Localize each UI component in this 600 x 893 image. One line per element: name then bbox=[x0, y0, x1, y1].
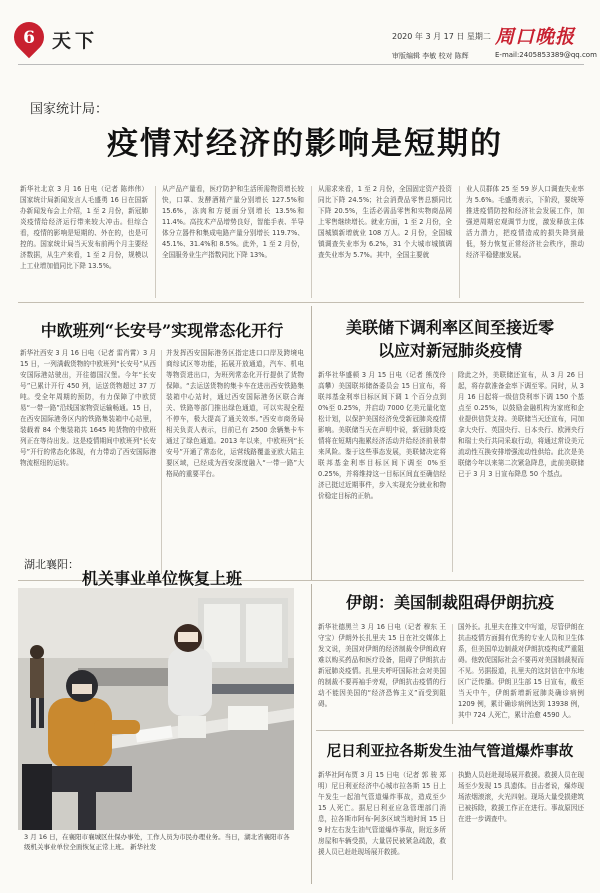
photo-caption: 3 月 16 日，在襄阳市襄城区仕保办事处，工作人员为市民办理业务。当日，湖北省襄阳市各级机关事业单位全面恢复正常上班。 新华社发 bbox=[24, 833, 290, 851]
story4-headline: 机关事业单位恢复上班 bbox=[81, 569, 242, 588]
section-title: 天下 bbox=[52, 30, 99, 52]
story2-column-1: 新华社西安 3 月 16 日电（记者 雷肖霄）3 月 15 日，一列满载货物的中欧班列“长安号”从西安国际港站驶出，开往德国汉堡。今年“长安号”已累计开行 450 列，运送货物超过 37 万吨。受全年周期的预防，有力保障了中欧贸易“一带一路”沿线国家物资运输畅通。15 日，在西安国际港务区内的铁路集装箱中心站里，装载着 84 个集装箱共 1645 吨货物的中欧班列正在等待出发。这是疫情期间中欧班列“长安号”开行的常态化体现，有力带动了西安国际港物流枢纽的运转。 bbox=[20, 349, 156, 467]
page-number: 6 bbox=[23, 28, 35, 48]
story5-column-1: 新华社德黑兰 3 月 16 日电（记者 穆东 王守宝）伊朗外长扎里夫 15 日在社交媒体上发文说，美国对伊朗的经济制裁令伊朗政府难以购买药品和医疗设备，阻碍了伊朗抗击新冠肺炎疫情。扎里夫呼吁国际社会对美国的制裁不要再袖手旁观，伊朗抗击疫情的行动不能因美国的“经济恐怖主义”而受到阻碍。 bbox=[318, 623, 446, 708]
newspaper-logo: 周口晚报 bbox=[495, 26, 576, 48]
story5-headline: 伊朗：美国制裁阻碍伊朗抗疫 bbox=[345, 593, 554, 612]
story1-column-4: 业人员群体 25 至 59 岁人口调查失业率为 5.6%。毛盛勇表示，下阶段，要统筹推进疫情防控和经济社会发展工作，加强逆周期宏观调节力度，激发释放主体活力潜力，把疫情造成的损失降到最低，努力恢复正常经济社会秩序，推动经济平稳健康发展。 bbox=[466, 185, 584, 259]
story5-column-2: 国外长。扎里夫在推文中写道，尽管伊朗在抗击疫情方面拥有优秀的专业人员和卫生体系，但美国单边制裁对伊朗抗疫构成严重阻碍。他敦促国际社会不要再对美国制裁视而不见。另据报道，扎里夫的这封信在中东地区广泛传播。伊朗卫生部 15 日宣布，截至当天中午，伊朗新增新冠肺炎确诊病例 1209 例，累计确诊病例达到 13938 例，其中 724 人死亡，累计治愈 4590 人。 bbox=[458, 623, 584, 719]
story1-column-2: 从产品产量看，医疗防护和生活所需物资增长较快，口罩、发酵酒精产量分别增长 127.5%和 15.6%，冻肉和方便面分别增长 13.5%和 11.4%。高技术产品增势良好，智能手表、半导体分立器件和集成电路产量分别增长 119.7%、45.1%、31.4%和 8.5%。此外，1 至 2 月份，全国服务业生产指数同比下降 13%。 bbox=[162, 185, 304, 259]
page-header bbox=[0, 0, 600, 68]
story-divider bbox=[316, 730, 584, 731]
story1-column-3: 从需求来看，1 至 2 月份，全国固定资产投资同比下降 24.5%；社会消费品零售总额同比下降 20.5%，生活必需品零售和实物商品网上零售继续增长。就业方面，1 至 2 月份，全国城镇新增就业 108 万人。2 月份，全国城镇调查失业率为 6.2%，31 个大城市城镇调查失业率为 5.7%。其中，全国主要就 bbox=[318, 185, 452, 259]
story6-column-2: 执勤人员赶赴现场展开救援。救援人员在现场至少发现 15 具遗体。目击者说，爆炸现场浓烟滚滚，火光四射。现场大量受损建筑已被拆除，救援工作正在进行。事故原因还在进一步调查中。 bbox=[458, 771, 584, 823]
story2-headline: 中欧班列“长安号”实现常态化开行 bbox=[40, 321, 284, 340]
column-divider bbox=[161, 350, 162, 574]
editor-credits: 审版编辑 李敏 校对 陈辉 bbox=[392, 52, 469, 60]
story3-column-2: 除此之外，美联储还宣布，从 3 月 26 日起，将存款准备金率下调至零。同时，从 3 月 16 日起将一级信贷利率下调 150 个基点至 0.25%，以鼓励金融机构为家庭和企业提供信贷支持。美联储当天还宣布，同加拿大央行、英国央行、日本央行、欧洲央行和瑞士央行共同采取行动，将通过常设美元流动性互换安排增强流动性供给。此次是美联储今年以来第二次紧急降息，此前美联储已于 3 月 3 日宣布降息 50 个基点。 bbox=[458, 371, 584, 478]
column-divider bbox=[155, 186, 156, 298]
story1-column-1: 新华社北京 3 月 16 日电（记者 陈炜伟）国家统计局新闻发言人毛盛勇 16 日在国新办新闻发布会上介绍，1 至 2 月份，新冠肺炎疫情给经济运行带来较大冲击。但综合看，疫情的影响是短期的、外在的，也是可控的。国家统计局当天发布前两个月主要经济数据，从生产来看，1 至 2 月份，规模以上工业增加值同比下降 13.5%。 bbox=[20, 185, 148, 270]
story6-column-1: 新华社阿布贾 3 月 15 日电（记者 郭 骏 郑 明）尼日利亚经济中心城市拉各斯 15 日上午发生一起油气管道爆炸事故，造成至少 15 人死亡。据尼日利亚应急管理部门消息，拉各斯市阿布-阿多区域当地时间 15 日 9 时左右发生油气管道爆炸事故，附近多所房屋和车辆受损，大量居民被紧急疏散，救援人员已赶赴现场展开救援。 bbox=[318, 771, 446, 856]
story2-column-2: 并发挥西安国际港务区指定进口口岸及跨境电商综试区等功能，拓展开放通道，汽车、机电等物资进出口，为班列常态化开行提供了货物保障。“去运送货物的集卡车在进出西安铁路集装箱中心站时，通过西安国际港务区联合海关、铁路等部门推出绿色通道，可以实现全程不停车，极大提高了通关效率。”西安市商务局相关负责人表示，目前已有 2500 余辆集卡车通过了绿色通道。2013 年以来，中欧班列“长安号”开通了常态化，运营线路覆盖亚欧大陆主要区域，已经成为西安深度融入“一带一路”大格局的重要平台。 bbox=[166, 349, 304, 478]
column-divider bbox=[452, 772, 453, 880]
section-divider bbox=[311, 584, 312, 884]
column-divider bbox=[452, 624, 453, 724]
header-divider bbox=[18, 64, 584, 65]
column-divider bbox=[459, 186, 460, 298]
story1-kicker: 国家统计局： bbox=[30, 102, 109, 117]
section-divider bbox=[311, 306, 312, 580]
story3-headline-line1: 美联储下调利率区间至接近零 bbox=[345, 318, 554, 337]
story3-headline-line2: 以应对新冠肺炎疫情 bbox=[377, 341, 522, 360]
story4-kicker: 湖北襄阳： bbox=[24, 558, 79, 571]
column-divider bbox=[311, 186, 312, 298]
office-photo bbox=[18, 588, 294, 830]
story6-headline: 尼日利亚拉各斯发生油气管道爆炸事故 bbox=[326, 743, 574, 760]
contact-email: E-mail:2405853389@qq.com bbox=[495, 51, 597, 59]
issue-date: 2020 年 3 月 17 日 星期二 bbox=[392, 32, 491, 41]
column-divider bbox=[452, 372, 453, 572]
story1-headline: 疫情对经济的影响是短期的 bbox=[107, 126, 503, 162]
story-divider bbox=[18, 302, 584, 303]
story3-column-1: 新华社华盛顿 3 月 15 日电（记者 熊茂伶 高攀）美国联邦储备委员会 15 日宣布，将联邦基金利率目标区间下调 1 个百分点到 0%至 0.25%，并启动 7000 亿美元量化宽松计划，以保护美国经济免受新冠肺炎疫情影响。美联储当天在声明中说，新冠肺炎疫情将在短期内拖累经济活动并给经济前景带来风险。鉴于这些事态发展，美联储决定将联邦基金利率目标区间下调至 0%至 0.25%，并将维持这一目标区间直至确信经济已挺过近期事件，步入实现充分就业和物价稳定目标的正轨。 bbox=[318, 371, 446, 500]
